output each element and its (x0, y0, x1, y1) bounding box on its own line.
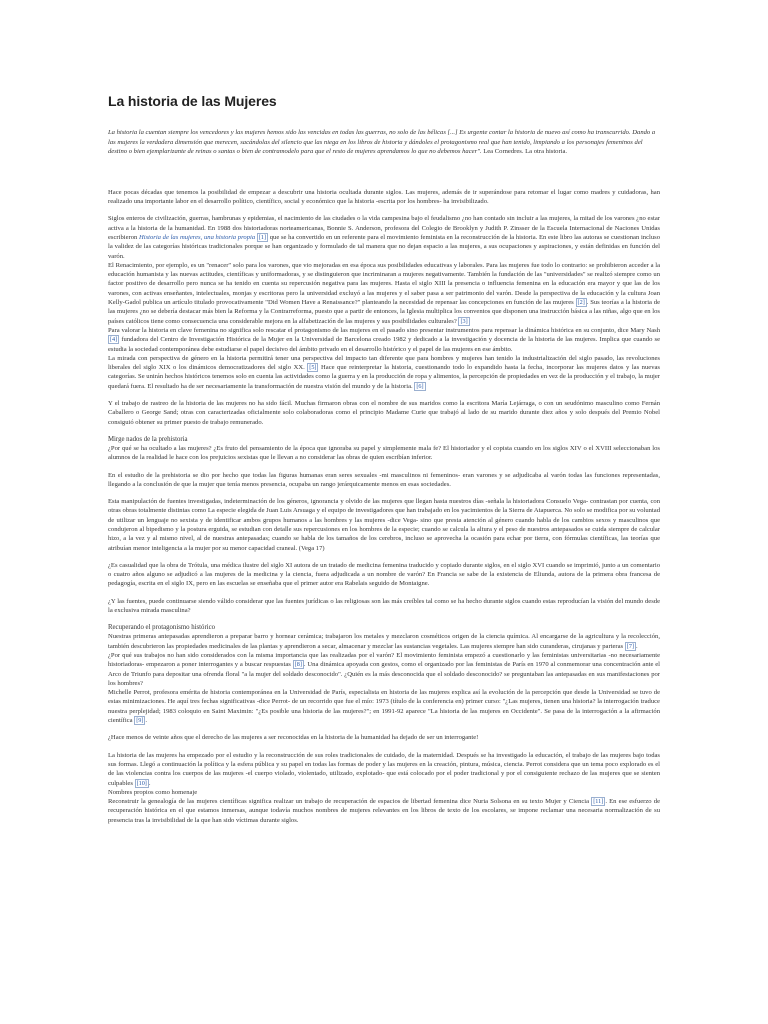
paragraph (108, 326, 660, 354)
intro-quote-block (108, 128, 660, 157)
text-run: En el estudio de la prehistoria se dio por hecho que todas las figuras humanas eran seres sexuales -mi masculinos ni femeninos- eran varones y se adjudicaba al varón todas las funciones representadas, llegando a la conclusión de que la mujer que tenía menos presencia, ocupaba un rango jerárquicamente menos en esas sociedades. (108, 471, 660, 488)
footnote-reference-link[interactable]: [5] (309, 364, 317, 372)
paragraph (108, 751, 660, 788)
text-run: Hace que reinterpretar la historia, cuestionando todo lo expandido hasta la fecha, incorporar las mujeres datos y las nuevas categorías. Se unirán hechos históricos tenemos solo en cuenta las actividades como la guerra y en la producción de ropa y alimentos, la percepción de propiedades en vez de la producción y el trabajo, la mujer quedará fuera. El resultado ha de ser necesariamente la transformación de nuestra visión del mundo y de la historia. (108, 364, 660, 390)
text-run: . (148, 779, 151, 787)
text-run: Esta manipulación de fuentes investigadas, indeterminación de los géneros, ignorancia y olvido de las mujeres que llegan hasta nuestros días -señala la historiadora Consuelo Vega- contrastan por cuenta, con otras obras totalmente distintas como La especie elegida de Juan Luis Arsuaga y el equipo de investigadores que han trabajado en los yacimientos de la Sierra de Atapuerca. No solo se modifica por su voluntad de utilizar un lenguaje no sexista y de identificar ambos grupos humanos a las hombres y las mujeres -dice Vega- sino que presta atención al género cuando habla de los cambios sexos y masculinos que condujeron al bipedismo y la postura erguida, se estudian con detalle sus repercusiones en los hombres de la especie; cuando se calcula la altura y el peso de nuestros antepasados se cuida siempre de calcular hizo, a la vez y al mismo nivel, al de nuestras antepasadas; cuando se habla de los tamaños de los cerebros, incluso se aprovecha la ocasión para echar por tierra, con fórmulas científicas, las teorías que atribuían menor inteligencia a la mujer por su menor capacidad craneal. (Vega 17) (108, 498, 660, 552)
text-run: fundadora del Centro de Investigación Histórica de la Mujer en la Universidad de Barcelona creado 1982 y dedicado a la investigación y docencia de la historia de las mujeres. Implica que cuando se estudia la sociedad contemporánea debe estudiarse el papel decisivo del ámbito privado en el desarrollo histórico y el papel de las mujeres en ese ámbito. (108, 336, 660, 353)
text-run: Reconstruir la genealogía de las mujeres científicas significa realizar un trabajo de recuperación de espacios de libertad femenina dice Nuria Solsona en su texto Mujer y Ciencia (108, 798, 592, 806)
paragraph (108, 188, 660, 207)
text-run: La mirada con perspectiva de género en la historia permitirá tener una perspectiva del impacto tan diferente que para hombres y mujeres han tenido la industrialización del siglo pasado, las revoluciones liberales del siglo XIX o los dinámicos democratizadores del siglo XX. (108, 354, 660, 372)
paragraph (108, 597, 660, 616)
article-body (108, 188, 660, 825)
text-run: Para valorar la historia en clave femenina no significa solo rescatar el protagonismo de las mujeres en el pasado sino presentar instrumentos para repensar la dinámica histórica en su conjunto, dice Mary Nash (108, 326, 660, 334)
paragraph (108, 733, 660, 742)
footnote-reference-link[interactable]: [11] (593, 798, 604, 806)
paragraph (108, 788, 660, 797)
paragraph (108, 399, 660, 427)
text-run: Michelle Perrot, profesora emérita de historia contemporánea en la Universidad de París, especialista en historia de las mujeres explica así la evolución de la percepción que desde la Universidad se tuvo de estas minimizaciones. He aquí tres fechas significativas -dice Perrot- de un recorrido que fue el mío: 1973 (título de la conferencia en) primer curso: "¿Las mujeres, tienen una historia? la interrogación traduce nuestra perplejidad; 1983 coloquio en Saint Maximin: "¿Es posible una historia de las mujeres?"; en 1991-92 aparece "La historia de las mujeres en Occidente". Se pasa de la interrogación a la afirmación científica (108, 689, 660, 725)
footnote-reference-link[interactable]: [3] (460, 317, 468, 325)
text-run: . Una dinámica apoyada con gestos, como el organizado por las feministas de París en 1970 al conmemorar una concentración ante el Arco de Triunfo para depositar una ofrenda floral "a la mujer del soldado desconocido". ¿Quién es la más desconocida que el soldado desconocido? se preguntaban las antepasadas en sus manifestaciones por los hombres? (108, 661, 661, 687)
paragraph (108, 632, 660, 651)
paragraph (108, 688, 660, 725)
paragraph (108, 444, 660, 463)
footnote-reference-link[interactable]: [1] (258, 233, 267, 241)
page-title: La historia de las Mujeres (108, 93, 277, 109)
text-run: . (145, 717, 148, 725)
book-title-link[interactable]: Historia de las mujeres, una historia propia (139, 233, 256, 241)
footnote-reference-link[interactable]: [9] (136, 717, 144, 725)
section-heading (108, 624, 660, 631)
text-run: Nombres propios como homenaje (108, 788, 198, 796)
text-run: ¿Por qué se ha ocultado a las mujeres? ¿Es fruto del pensamiento de la época que ignoraba su papel y simplemente mala fe? El historiador y el copista cuando en los siglos XIV o el XVIII seleccionaban los alumnos de la realidad le hace con los prejuicios sexistas que le llevan a no considerar las obras de quien escribían inferior. (108, 444, 660, 462)
text-run: Siglos enteros de civilización, guerras, hambrunas y epidemias, el nacimiento de las ciudades o la vida campesina bajo el feudalismo ¿no han contado sin incluir a las mujeres, la mitad de los varones ¿no estar activa a la historia de la humanidad. En 1988 dos historiadoras norteamericanas, Bonnie S. Anderson, profesora del Colegio de Brooklyn y Judith P. Zinsser de la Escuela Internacional de Naciones Unidas escribieron (108, 215, 660, 241)
footnote-reference-link[interactable]: [6] (416, 382, 424, 390)
text-run: El Renacimiento, por ejemplo, es un "renacer" solo para los varones, que vio mejoradas en esa época sus posibilidades educativas y laborales. Para las mujeres fue todo lo contrario: se prohibieron acceder a la educación humanista y las nuevas actitudes, científicas y uniformadoras, y se distinguieron que incriminaran a mujeres negativamente. También la fundación de las "universidades" se realizó siempre como un factor positivo de desarrollo pero nunca se ha tenido en cuenta su repercusión negativa para las mujeres. Hasta el siglo XIII la presencia o influencia femenina en la educación era mayor y que las de los varones, con activas enseñantes, intelectuales, monjas y escritoras pero la universidad excluyó a las mujeres y el saber pasa a ser patrimonio del varón. Desde la perspectiva de la educación y la cultura Joan Kelly-Gadol publica un artículo titulado provocativamente "Did Women Have a Renaissance?" planteando la necesidad de repensar las concepciones en función de las mujeres (108, 261, 660, 307)
footnote-reference-link[interactable]: [4] (110, 336, 118, 344)
text-run: . Sus teorías a la historia de las mujeres ¿no se debería destacar más bien la Reforma y la Contrarreforma, puesto que a partir de entonces, la Iglesia multiplica los conventos que disponen una instrucción básica a las niñas, algo que en los países católicos tiene como consecuencia una considerable mejora en la alfabetización de las mujeres y sus posibilidades culturales? (108, 299, 660, 325)
footnote-reference-link[interactable]: [7] (626, 642, 634, 650)
text-run: Hace pocas décadas que tenemos la posibilidad de empezar a descubrir una historia ocultada durante siglos. Las mujeres, además de ir superándose para retomar el lugar como madres y cuidadoras, han realizado una importante labor en el desarrollo político, científico, social y económico que la historia -escrita por los hombres- ha invisibilizado. (108, 188, 660, 206)
text-run: Y el trabajo de rastreo de la historia de las mujeres no ha sido fácil. Muchas firmaron obras con el nombre de sus maridos como la escritora María Lejárraga, o con un seudónimo masculino como Fernán Caballero o George Sand; otras con caracterizadas oficialmente solo colaboradoras como el principio Madame Curie que trabajó al lado de su marido durante diez años y solo después del Premio Nobel consiguió obtener su primer puesto de trabajo remunerado. (108, 400, 660, 426)
paragraph (108, 561, 660, 589)
text-run: ¿Hace menos de veinte años que el derecho de las mujeres a ser reconocidas en la historia de la humanidad ha dejado de ser un interrogante! (108, 734, 479, 742)
footnote-reference-link[interactable]: [10] (136, 779, 147, 787)
text-run: Recuperando el protagonismo histórico (108, 624, 216, 632)
paragraph (108, 471, 660, 490)
paragraph (108, 497, 660, 553)
text-run: ¿Y las fuentes, puede continuarse siendo válido considerar que las fuentes jurídicas o las religiosas son las más creíbles tal como se ha hecho durante siglos cuando estas reproducían la visión del mundo desde la exclusiva mirada masculina? (108, 597, 660, 615)
paragraph (108, 354, 660, 391)
paragraph (108, 797, 660, 825)
text-run: . (635, 642, 638, 650)
footnote-reference-link[interactable]: [2] (577, 299, 585, 307)
intro-quote: La historia la cuentan siempre los vencedores y las mujeres hemos sido las vencidas en todas las guerras, no solo de las bélicas [...] Es urgente contar la historia de nuevo así como ha transcurrido. Dando a las mujeres la verdadera dimensión que merecen, sacándolas del silencio que las niega en los libros de historia y dándoles el protagonismo real que han tenido, limpiando a los personajes femeninos del destino o bien ejemplarizante de reinas o santas o bien de contramodelo para que el resto de mujeres aprendamos lo que no debemos hacer". (108, 129, 656, 156)
paragraph (108, 651, 660, 688)
text-run: La historia de las mujeres ha empezado por el estudio y la reconstrucción de sus roles tradicionales de cuidado, de la maternidad. Después se ha investigado la educación, el trabajo de las mujeres bajo todas sus formas. Llegó a continuación la política y la esfera pública y su papel en todas las formas de poder y las mujeres en la creación, pintura, música, ciencia. Perrot considera que un tema poco explorado es el de las violencias contra los cuerpos de las mujeres -el cuerpo violado, violentado, utilizado, explotado- que está colocado por el poder tradicional y por el consiguiente rechazo de las mujeres que se sienten culpables (108, 751, 660, 787)
text-run: ¿Es casualidad que la obra de Trótula, una médica ilustre del siglo XI autora de un tratado de medicina femenina traducido y copiado durante siglos, en el siglo XVI cuando se imprimió, junto a un comentario o cuatro años alguno se adjudicó a las mujeres de la medicina y la ciencia, fuera adjudicada a un nombre de varón? En Francia se sabe de la existencia de Eliunda, autora de la primera obra francesa de pedagogía, escrita en el siglo IX, pero en las escuelas se enseñaba que el primer autor era Rabelais seguido de Montaigne. (108, 561, 660, 588)
paragraph (108, 214, 660, 260)
paragraph (108, 261, 660, 326)
footnote-reference-link[interactable]: [8] (294, 661, 302, 669)
intro-author: Lea Cornedres. La otra historia. (483, 148, 568, 156)
text-run: Mirge nados de la prehistoria (108, 435, 188, 443)
section-heading (108, 436, 660, 443)
text-run: ¿Por qué sus trabajos no han sido considerados con la misma importancia que las realizadas por el varón? El movimiento feminista empezó a cuestionarlo y las feministas universitarias -no necesariamente historiadoras- empezaron a poner interrogantes y a buscar respuestas (108, 651, 660, 669)
text-run: Nuestras primeras antepasadas aprendieron a preparar barro y hornear cerámica; trabajaron los metales y mezclaron cosméticos origen de la ciencia química. Al encargarse de la agricultura y la recolección, también descubrieron las propiedades medicinales de las plantas y aprendieron a secar, almacenar y mezclar las sustancias vegetales. Las mujeres siempre han sido curanderas, cirujanas y parteras (108, 633, 660, 650)
text-run: que se ha convertido en un referente para el movimiento feminista en la reconstrucción de la historia. En este libro las autoras se cuestionan incluso la validez de las categorías históricas tradicionales porque se han organizado y formulado de tal manera que no dejan espacio a las mujeres, a sus ocupaciones y aspiraciones, y están definidas en función del varón. (108, 233, 660, 260)
text-run: . En ese esfuerzo de recuperación histórica en el que estamos inmersas, aunque todavía muchos nombres de mujeres relevantes en los libros de texto de los escolares, se impone reclamar una necesaria normalización de su presencia tras la invisibilidad de la que han sido víctimas durante siglos. (108, 798, 660, 824)
